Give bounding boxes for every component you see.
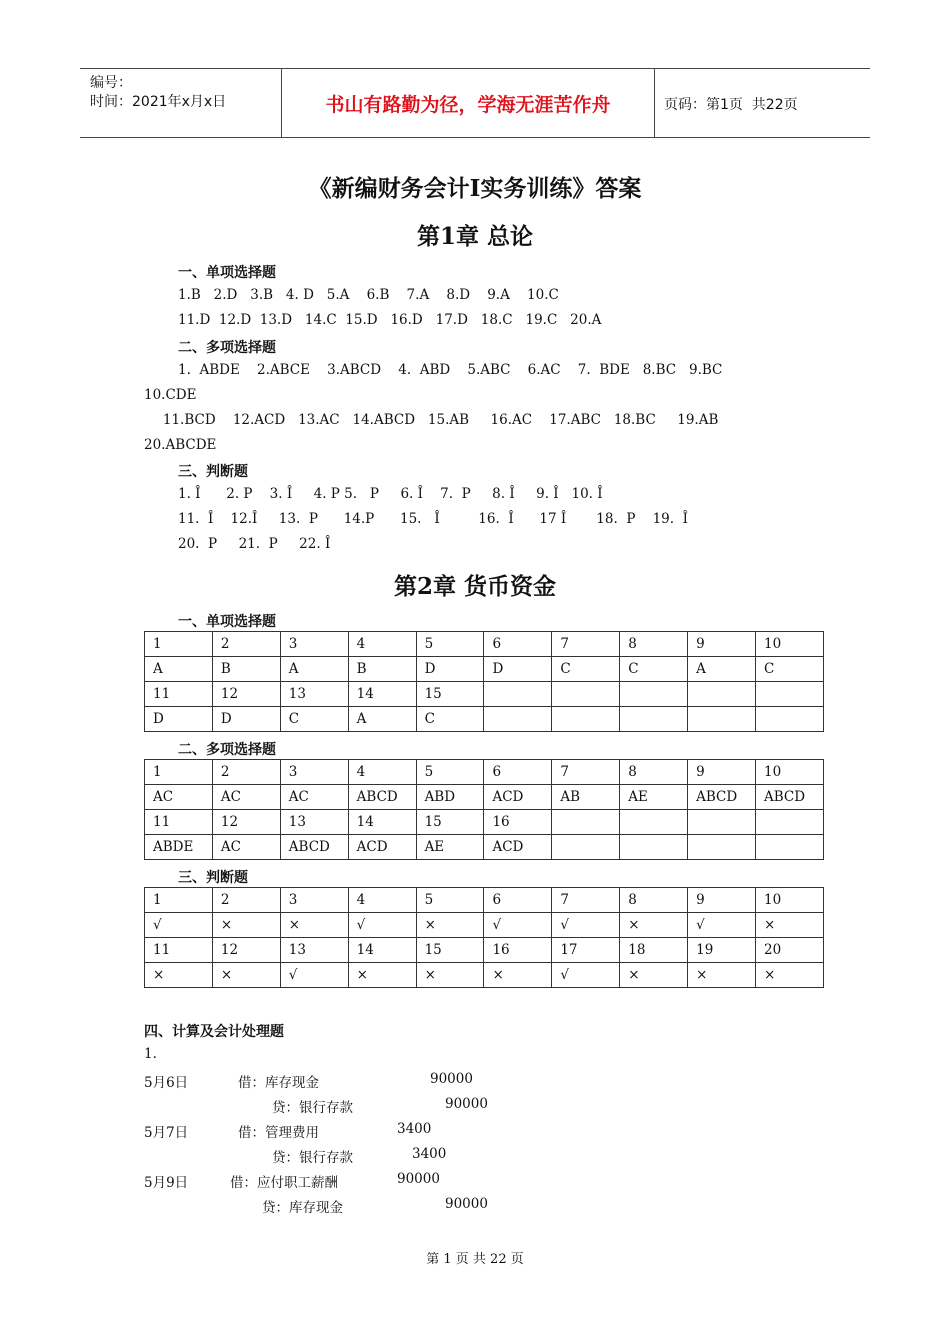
table-cell: 10 bbox=[756, 760, 824, 785]
table-cell: C bbox=[552, 657, 620, 682]
table-row bbox=[145, 913, 824, 938]
table-cell: × bbox=[416, 913, 484, 938]
table-cell: 15 bbox=[416, 938, 484, 963]
table-row bbox=[145, 785, 824, 810]
section-heading: 一、单项选择题 bbox=[178, 614, 276, 630]
debit-account: 借：库存现金 bbox=[238, 1075, 319, 1091]
table-cell: B bbox=[212, 657, 280, 682]
table-cell: 1 bbox=[145, 888, 213, 913]
answer-line: 10.CDE bbox=[144, 387, 197, 403]
table-cell: D bbox=[145, 707, 213, 732]
answer-line: 11.BCD 12.ACD 13.AC 14.ABCD 15.AB 16.AC 17.ABC 18.BC 19.AB bbox=[150, 412, 719, 428]
table-cell bbox=[756, 682, 824, 707]
table-cell: AE bbox=[620, 785, 688, 810]
table-cell bbox=[756, 810, 824, 835]
answer-line: 20. P 21. P 22. Î bbox=[178, 536, 331, 552]
entry-date: 5月9日 bbox=[144, 1175, 189, 1191]
table-row bbox=[145, 963, 824, 988]
table-cell: 1 bbox=[145, 760, 213, 785]
table-cell: 11 bbox=[145, 810, 213, 835]
table-cell: 3 bbox=[280, 888, 348, 913]
table-cell bbox=[620, 810, 688, 835]
entry-date: 5月7日 bbox=[144, 1125, 189, 1141]
table-cell: × bbox=[212, 963, 280, 988]
table-cell: 9 bbox=[688, 888, 756, 913]
table-cell: 5 bbox=[416, 888, 484, 913]
entry-date: 5月6日 bbox=[144, 1075, 189, 1091]
table-cell bbox=[552, 707, 620, 732]
table-cell bbox=[688, 682, 756, 707]
table-cell: 18 bbox=[620, 938, 688, 963]
page-indicator: 页码：第1页 共22页 bbox=[664, 97, 798, 113]
table-cell: 13 bbox=[280, 810, 348, 835]
debit-account: 借：管理费用 bbox=[238, 1125, 319, 1141]
table-cell: × bbox=[212, 913, 280, 938]
table-cell: 13 bbox=[280, 682, 348, 707]
time-label: 时间：2021年x月x日 bbox=[90, 94, 227, 110]
table-cell: 15 bbox=[416, 682, 484, 707]
table-cell: ABCD bbox=[688, 785, 756, 810]
debit-amount: 90000 bbox=[397, 1171, 440, 1187]
table-cell: ABCD bbox=[756, 785, 824, 810]
table-cell: 12 bbox=[212, 810, 280, 835]
table-cell: ACD bbox=[484, 785, 552, 810]
table-cell: ACD bbox=[348, 835, 416, 860]
table-cell: A bbox=[688, 657, 756, 682]
table-cell: AC bbox=[212, 785, 280, 810]
debit-amount: 90000 bbox=[430, 1071, 473, 1087]
answer-line: 1. Î 2. P 3. Î 4. P 5. P 6. Î 7. P 8. Î 9. Î 10. Î bbox=[178, 486, 603, 502]
table-cell: ABCD bbox=[348, 785, 416, 810]
answer-line: 1.B 2.D 3.B 4. D 5.A 6.B 7.A 8.D 9.A 10.C bbox=[178, 287, 559, 303]
table-cell: C bbox=[620, 657, 688, 682]
table-cell: 11 bbox=[145, 938, 213, 963]
table-cell: 19 bbox=[688, 938, 756, 963]
table-cell bbox=[620, 682, 688, 707]
table-cell: 8 bbox=[620, 888, 688, 913]
table-cell: 9 bbox=[688, 632, 756, 657]
table-cell: ABCD bbox=[280, 835, 348, 860]
answer-line: 1. ABDE 2.ABCE 3.ABCD 4. ABD 5.ABC 6.AC 7. BDE 8.BC 9.BC bbox=[178, 362, 723, 378]
table-cell: D bbox=[416, 657, 484, 682]
table-cell: 6 bbox=[484, 632, 552, 657]
table-cell: √ bbox=[280, 963, 348, 988]
table-cell: 1 bbox=[145, 632, 213, 657]
section-heading: 三、判断题 bbox=[178, 870, 248, 886]
table-cell: 11 bbox=[145, 682, 213, 707]
table-cell: 20 bbox=[756, 938, 824, 963]
table-cell: 2 bbox=[212, 632, 280, 657]
table-cell: AC bbox=[280, 785, 348, 810]
table-cell: √ bbox=[552, 963, 620, 988]
table-cell: 2 bbox=[212, 760, 280, 785]
table-cell: AC bbox=[145, 785, 213, 810]
table-cell bbox=[484, 682, 552, 707]
table-cell: √ bbox=[348, 913, 416, 938]
debit-amount: 3400 bbox=[397, 1121, 432, 1137]
table-cell: 8 bbox=[620, 632, 688, 657]
table-cell bbox=[484, 707, 552, 732]
table-cell: 6 bbox=[484, 760, 552, 785]
credit-account: 贷：银行存款 bbox=[272, 1100, 353, 1116]
table-cell: A bbox=[145, 657, 213, 682]
table-cell: × bbox=[688, 963, 756, 988]
credit-account: 贷：银行存款 bbox=[272, 1150, 353, 1166]
answer-line: 11. Î 12.Î 13. P 14.P 15. Î 16. Î 17 Î 18. P 19. Î bbox=[178, 511, 688, 527]
table-cell bbox=[756, 707, 824, 732]
table-cell: C bbox=[756, 657, 824, 682]
table-cell: 2 bbox=[212, 888, 280, 913]
table-cell bbox=[756, 835, 824, 860]
table-cell: 5 bbox=[416, 632, 484, 657]
table-cell: 12 bbox=[212, 682, 280, 707]
section-heading: 二、多项选择题 bbox=[178, 340, 276, 356]
table-cell: D bbox=[212, 707, 280, 732]
table-cell bbox=[552, 835, 620, 860]
table-row bbox=[145, 657, 824, 682]
motto: 书山有路勤为径，学海无涯苦作舟 bbox=[325, 94, 611, 116]
table-cell: 7 bbox=[552, 632, 620, 657]
table-cell: 13 bbox=[280, 938, 348, 963]
single-choice-table bbox=[144, 631, 824, 732]
table-cell: 6 bbox=[484, 888, 552, 913]
table-cell bbox=[620, 835, 688, 860]
table-row bbox=[145, 810, 824, 835]
header-divider bbox=[281, 69, 282, 137]
chapter-1-title: 第1章 总论 bbox=[416, 223, 533, 250]
credit-amount: 3400 bbox=[412, 1146, 447, 1162]
table-cell: D bbox=[484, 657, 552, 682]
table-cell: × bbox=[416, 963, 484, 988]
table-cell: 15 bbox=[416, 810, 484, 835]
section-heading: 四、计算及会计处理题 bbox=[144, 1024, 284, 1040]
page-header bbox=[80, 68, 870, 138]
table-cell: C bbox=[280, 707, 348, 732]
table-cell: 16 bbox=[484, 938, 552, 963]
table-cell bbox=[688, 835, 756, 860]
debit-account: 借：应付职工薪酬 bbox=[230, 1175, 338, 1191]
table-cell: AC bbox=[212, 835, 280, 860]
table-row bbox=[145, 888, 824, 913]
table-cell: √ bbox=[688, 913, 756, 938]
credit-amount: 90000 bbox=[445, 1196, 488, 1212]
table-cell: 17 bbox=[552, 938, 620, 963]
table-cell: 4 bbox=[348, 888, 416, 913]
table-cell: 5 bbox=[416, 760, 484, 785]
table-cell: × bbox=[145, 963, 213, 988]
document-title: 《新编财务会计I实务训练》答案 bbox=[308, 175, 642, 202]
table-cell: × bbox=[756, 963, 824, 988]
table-cell: × bbox=[348, 963, 416, 988]
section-heading: 二、多项选择题 bbox=[178, 742, 276, 758]
table-cell: 3 bbox=[280, 632, 348, 657]
table-cell: 3 bbox=[280, 760, 348, 785]
section-heading: 一、单项选择题 bbox=[178, 265, 276, 281]
table-cell: ABD bbox=[416, 785, 484, 810]
section-heading: 三、判断题 bbox=[178, 464, 248, 480]
table-row bbox=[145, 682, 824, 707]
table-cell: 14 bbox=[348, 810, 416, 835]
table-cell: 10 bbox=[756, 632, 824, 657]
table-cell: A bbox=[348, 707, 416, 732]
multi-choice-table bbox=[144, 759, 824, 860]
table-cell bbox=[552, 810, 620, 835]
table-cell: 4 bbox=[348, 632, 416, 657]
table-row bbox=[145, 938, 824, 963]
answer-line: 20.ABCDE bbox=[144, 437, 217, 453]
table-cell: A bbox=[280, 657, 348, 682]
table-cell: × bbox=[484, 963, 552, 988]
table-cell: 9 bbox=[688, 760, 756, 785]
table-row bbox=[145, 632, 824, 657]
chapter-2-title: 第2章 货币资金 bbox=[393, 573, 556, 600]
table-cell: 7 bbox=[552, 760, 620, 785]
page-footer: 第 1 页 共 22 页 bbox=[426, 1252, 524, 1267]
table-cell: 12 bbox=[212, 938, 280, 963]
table-cell: √ bbox=[145, 913, 213, 938]
number-label: 编号： bbox=[90, 75, 132, 91]
table-cell: B bbox=[348, 657, 416, 682]
table-cell: C bbox=[416, 707, 484, 732]
table-cell: × bbox=[280, 913, 348, 938]
table-row bbox=[145, 835, 824, 860]
table-cell: 14 bbox=[348, 938, 416, 963]
table-cell: 8 bbox=[620, 760, 688, 785]
table-row bbox=[145, 760, 824, 785]
table-cell: × bbox=[620, 913, 688, 938]
true-false-table bbox=[144, 887, 824, 988]
table-cell: 4 bbox=[348, 760, 416, 785]
table-cell: √ bbox=[552, 913, 620, 938]
table-cell: × bbox=[620, 963, 688, 988]
credit-account: 贷：库存现金 bbox=[262, 1200, 343, 1216]
table-cell: AB bbox=[552, 785, 620, 810]
credit-amount: 90000 bbox=[445, 1096, 488, 1112]
table-cell bbox=[620, 707, 688, 732]
header-divider bbox=[654, 69, 655, 137]
table-row bbox=[145, 707, 824, 732]
table-cell: 16 bbox=[484, 810, 552, 835]
table-cell bbox=[552, 682, 620, 707]
table-cell: ABDE bbox=[145, 835, 213, 860]
table-cell: 14 bbox=[348, 682, 416, 707]
table-cell: 7 bbox=[552, 888, 620, 913]
table-cell bbox=[688, 810, 756, 835]
table-cell: 10 bbox=[756, 888, 824, 913]
table-cell: × bbox=[756, 913, 824, 938]
answer-line: 11.D 12.D 13.D 14.C 15.D 16.D 17.D 18.C 19.C 20.A bbox=[178, 312, 602, 328]
table-cell: ACD bbox=[484, 835, 552, 860]
table-cell bbox=[688, 707, 756, 732]
table-cell: √ bbox=[484, 913, 552, 938]
question-number: 1. bbox=[144, 1046, 157, 1062]
table-cell: AE bbox=[416, 835, 484, 860]
